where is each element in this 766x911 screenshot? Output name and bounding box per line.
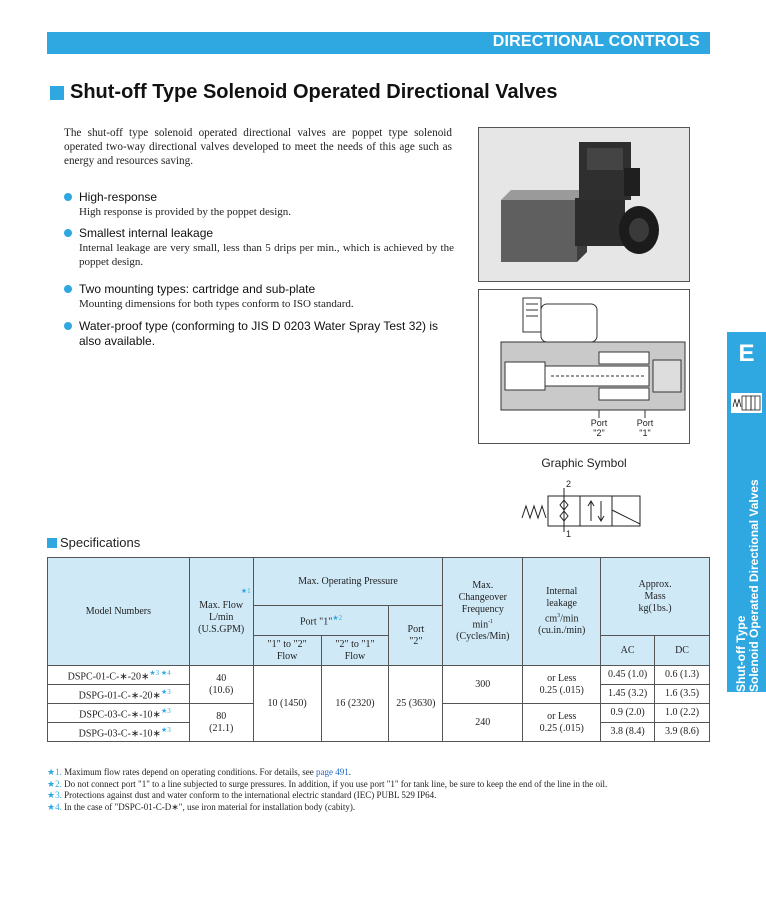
col-1to2-header [253, 636, 321, 666]
leakage-value: 0.25 (.015) [539, 722, 584, 734]
frequency-cell: 240 [443, 704, 523, 742]
graphic-symbol-label: Graphic Symbol [541, 456, 627, 470]
product-photo [478, 127, 690, 282]
col-mass-header [601, 558, 710, 636]
feature-item [64, 282, 454, 311]
changeover-line5: (Cycles/Min) [456, 631, 510, 643]
p12-title: "1" to "2" [267, 638, 307, 650]
changeover-min: min [472, 619, 489, 631]
changeover-line2: Changeover [458, 591, 507, 603]
flow-value: 80 [216, 710, 227, 722]
feature-desc: High response is provided by the poppet design. [79, 206, 292, 218]
symbol-port-bottom: 1 [566, 529, 572, 539]
col-2to1-header [321, 636, 389, 666]
model-cell [48, 723, 190, 742]
footnote-text: Protections against dust and water conform to the international electric standard (IEC) PUBL 529 IP64. [64, 790, 437, 800]
footnote-2 [47, 779, 697, 791]
max-flow-unit: L/min [208, 611, 234, 623]
feature-heading: Two mounting types: cartridge and sub-plate [79, 282, 316, 296]
side-tab-text [727, 422, 766, 692]
intro-paragraph: The shut-off type solenoid operated directional valves are poppet type solenoid operated two-way directional valves developed to meet the needs of this age such as energy and resources saving. [64, 127, 452, 167]
mass-ac-cell: 0.9 (2.0) [601, 704, 655, 723]
p21-title: "2" to "1" [335, 638, 375, 650]
sectional-drawing [478, 289, 690, 444]
graphic-symbol-icon [520, 488, 646, 532]
frequency-cell: 300 [443, 666, 523, 704]
changeover-line4: $\min^{-1}$ [472, 618, 494, 631]
changeover-line1: Max. [472, 579, 494, 591]
title-square-icon [50, 86, 64, 100]
mass-dc-cell: 0.6 (1.3) [655, 666, 710, 685]
mass-dc-cell: 1.6 (3.5) [655, 685, 710, 704]
port-1-label [630, 418, 660, 438]
section-side-tab[interactable] [727, 332, 766, 692]
mass-dc-cell: 1.0 (2.2) [655, 704, 710, 723]
star-icon: ★ [47, 767, 56, 777]
port-2-text: Port [590, 418, 608, 428]
footnote-number: 4. [55, 801, 62, 812]
leakage-per-min: /min [560, 613, 579, 625]
footnote-text: In the case of "DSPC-01-C-D∗", use iron material for installation body (cabity). [64, 801, 356, 812]
p21-flow: Flow [344, 650, 366, 662]
table-header-row [48, 558, 710, 606]
star-icon: ★ [47, 801, 56, 812]
leakage-cell [523, 704, 601, 742]
col-port2-header [389, 606, 443, 666]
bullet-icon [64, 193, 72, 201]
footnote-tail: . [348, 767, 352, 777]
model-cell [48, 685, 190, 704]
leakage-line4: (cu.in./min) [538, 625, 586, 637]
spec-heading: Specifications [60, 535, 141, 550]
model-stars: ★3 ★4 [149, 668, 171, 677]
port-1-number: "1" [639, 428, 651, 438]
col-model-header: Model Numbers [48, 558, 190, 666]
mass-ac-cell: 3.8 (8.4) [601, 723, 655, 742]
page-title: Shut-off Type Solenoid Operated Directional Valves [70, 81, 558, 103]
leakage-cm: cm [544, 613, 558, 625]
flow-gpm: (10.6) [209, 684, 234, 696]
feature-item [64, 190, 454, 219]
spec-square-icon [47, 538, 57, 548]
bullet-icon [64, 285, 72, 293]
mass-ac-cell: 0.45 (1.0) [601, 666, 655, 685]
max-flow-unit-gpm: (U.S.GPM) [198, 623, 245, 635]
bullet-icon [64, 322, 72, 330]
port-2-label [584, 418, 614, 438]
port1-title: Port "1" [299, 616, 333, 628]
mass-dc-cell: 3.9 (8.6) [655, 723, 710, 742]
pressure-2to1-cell: 16 (2320) [321, 666, 389, 742]
col-changeover-header [443, 558, 523, 666]
mass-line2: Mass [644, 590, 666, 602]
leakage-line1: Internal [546, 585, 578, 597]
leakage-or-less: or Less [547, 710, 577, 722]
port-2-number: "2" [593, 428, 605, 438]
feature-heading: Smallest internal leakage [79, 226, 214, 240]
col-ac-header: AC [601, 636, 655, 666]
spec-table [47, 557, 710, 742]
footnote-text: Maximum flow rates depend on operating conditions. For details, see [64, 767, 317, 777]
footnote-number: 1. [55, 767, 62, 777]
footnote-3 [47, 790, 697, 802]
footnote-number: 2. [55, 778, 62, 789]
section-header-bar [47, 32, 710, 54]
model-number: DSPG-01-C-∗-20∗ [78, 690, 161, 702]
feature-heading: High-response [79, 190, 158, 204]
port2-number: "2" [409, 635, 423, 647]
col-port1-header [253, 606, 389, 636]
feature-desc: Internal leakage are very small, less than 5 drips per min., which is achieved by the poppet design. [79, 242, 454, 268]
footnote-number: 3. [55, 790, 62, 800]
feature-item [64, 319, 454, 349]
col-max-flow-header [189, 558, 253, 666]
table-row [48, 666, 710, 685]
leakage-value: 0.25 (.015) [539, 684, 584, 696]
section-header-title: DIRECTIONAL CONTROLS [492, 33, 700, 50]
model-cell [48, 666, 190, 685]
changeover-line3: Frequency [461, 603, 504, 615]
leakage-or-less: or Less [547, 672, 577, 684]
leakage-line2: leakage [546, 597, 577, 609]
model-number: DSPC-03-C-∗-10∗ [79, 709, 161, 721]
flow-gpm: (21.1) [209, 722, 234, 734]
star-1-icon: ★1 [240, 587, 251, 596]
side-tab-line1: Shut-off Type [734, 615, 748, 692]
p12-flow: Flow [276, 650, 298, 662]
model-number: DSPG-03-C-∗-10∗ [78, 728, 161, 740]
star-icon: ★ [47, 790, 56, 800]
model-stars: ★3 [160, 706, 171, 715]
port-1-text: Port [636, 418, 654, 428]
valve-symbol-icon [731, 393, 762, 413]
mass-line3: kg(1bs.) [638, 602, 672, 614]
page-link[interactable]: page 491 [316, 767, 349, 777]
feature-item [64, 226, 454, 269]
max-flow-title: Max. Flow [199, 599, 244, 611]
pressure-1to2-cell: 10 (1450) [253, 666, 321, 742]
leakage-cell [523, 666, 601, 704]
mass-line1: Approx. [638, 578, 672, 590]
col-leakage-header [523, 558, 601, 666]
pressure-port2-cell: 25 (3630) [389, 666, 443, 742]
side-tab-line2: Solenoid Operated Directional Valves [747, 479, 761, 692]
symbol-port-top: 2 [566, 479, 572, 489]
footnote-text: Do not connect port "1" to a line subjected to surge pressures. In addition, if you use port "1" for tank line, be sure to keep the end of the line in the oil. [64, 778, 608, 789]
model-stars: ★3 [160, 725, 171, 734]
model-number: DSPC-01-C-∗-20∗ [67, 671, 150, 683]
flow-cell [189, 704, 253, 742]
col-max-pressure-header: Max. Operating Pressure [253, 558, 443, 606]
leakage-line3: $cm^3/\min$ [544, 612, 579, 625]
footnotes [47, 767, 697, 813]
feature-heading: Water-proof type (conforming to JIS D 0203 Water Spray Test 32) is also available. [79, 319, 439, 348]
bullet-icon [64, 229, 72, 237]
star-2-icon: ★2 [332, 614, 343, 623]
feature-desc: Mounting dimensions for both types conform to ISO standard. [79, 298, 354, 310]
valve-photo-illustration [479, 128, 689, 281]
mass-ac-cell: 1.45 (3.2) [601, 685, 655, 704]
footnote-4 [47, 802, 697, 814]
port2-title: Port [407, 623, 425, 635]
flow-value: 40 [216, 672, 227, 684]
col-dc-header: DC [655, 636, 710, 666]
section-letter: E [738, 340, 755, 367]
model-stars: ★3 [160, 687, 171, 696]
footnote-1 [47, 767, 697, 779]
flow-cell [189, 666, 253, 704]
star-icon: ★ [47, 778, 56, 789]
model-cell [48, 704, 190, 723]
